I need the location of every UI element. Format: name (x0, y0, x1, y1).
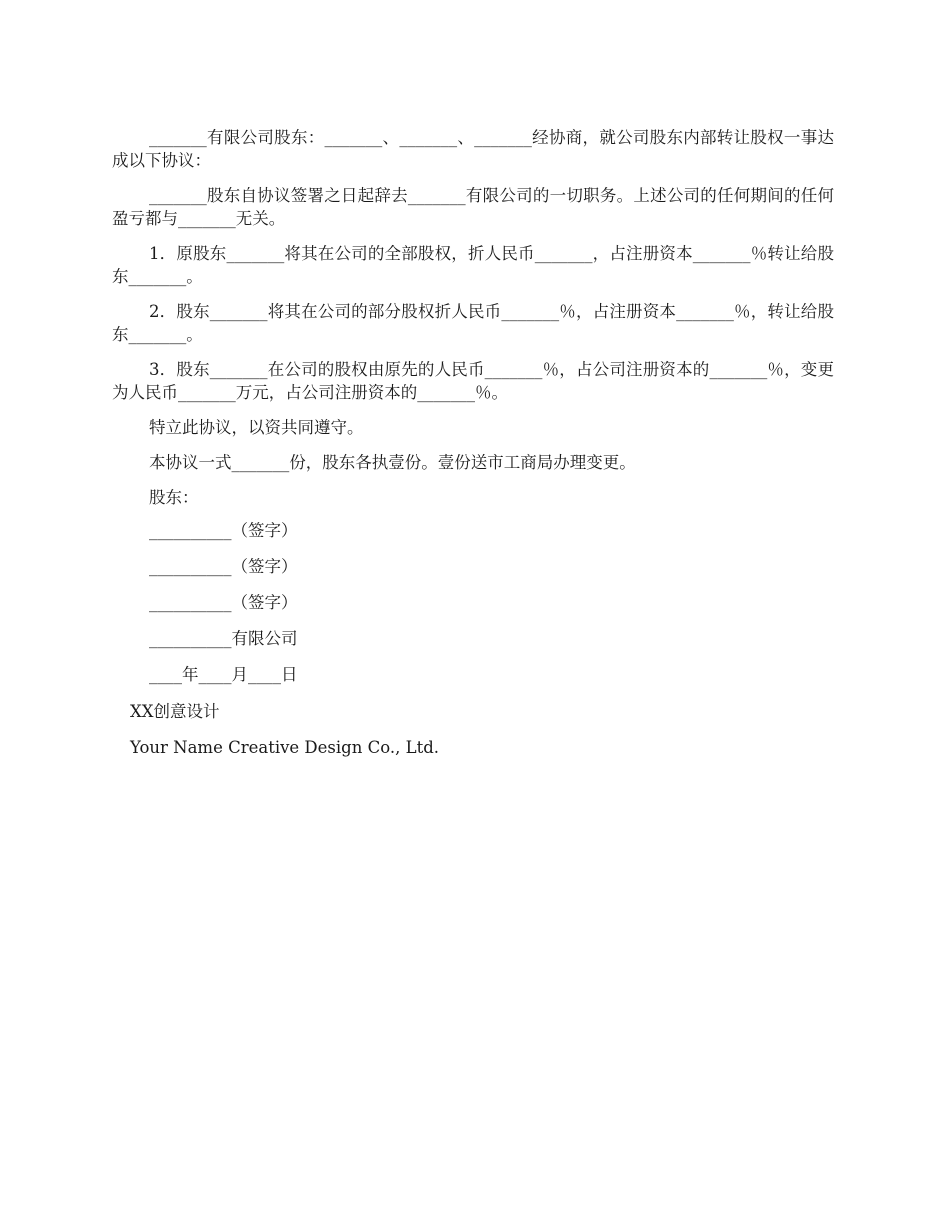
footer (130, 700, 439, 772)
footer-company-en: Your Name Creative Design Co., Ltd. (130, 738, 440, 757)
clause-3: 3．股东_______在公司的股权由原先的人民币_______％，占公司注册资本的_______％，变更为人民币_______万元，占公司注册资本的_______％。 (112, 360, 834, 402)
agreement-body (112, 126, 834, 521)
date-line: ____年____月____日 (149, 665, 298, 684)
clause-2: 2．股东_______将其在公司的部分股权折人民币_______％，占注册资本_______％，转让给股东_______。 (112, 302, 834, 344)
signature-line-2: __________（签字） (149, 557, 298, 576)
footer-company-cn: XX创意设计 (130, 702, 220, 721)
signature-line-1: __________（签字） (149, 521, 298, 540)
shareholders-label: 股东： (149, 488, 199, 507)
clause-1: 1．原股东_______将其在公司的全部股权，折人民币_______，占注册资本_______％转让给股东_______。 (112, 244, 834, 286)
paragraph-resignation: _______股东自协议签署之日起辞去_______有限公司的一切职务。上述公司的任何期间的任何盈亏都与_______无关。 (112, 186, 834, 228)
signature-block (149, 519, 298, 699)
paragraph-intro: _______有限公司股东：_______、_______、_______经协商，就公司股东内部转让股权一事达成以下协议： (112, 128, 834, 170)
signature-line-3: __________（签字） (149, 593, 298, 612)
company-line: __________有限公司 (149, 629, 298, 648)
paragraph-copies: 本协议一式_______份，股东各执壹份。壹份送市工商局办理变更。 (149, 453, 636, 472)
paragraph-compliance: 特立此协议，以资共同遵守。 (149, 418, 364, 437)
